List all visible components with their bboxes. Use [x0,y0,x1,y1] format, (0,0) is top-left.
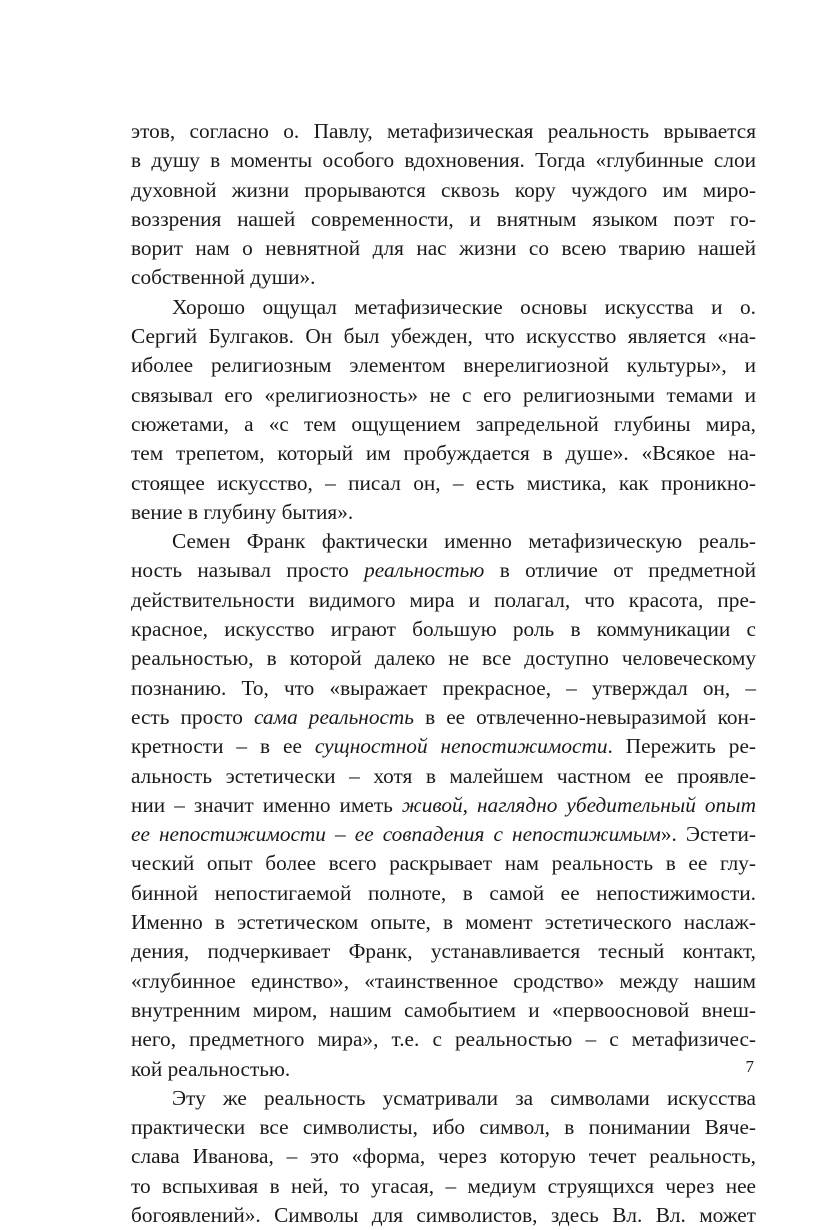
text-line [131,849,756,878]
text-run: тем трепетом, который им пробуждается в душе». «Всякое на- [131,441,756,466]
italic-text: живой, наглядно убедительный опыт [401,792,756,817]
text-line [131,410,756,439]
text-run: воззрения нашей современности, и внятным языком поэт го- [131,206,756,231]
text-line [131,879,756,908]
text-line [131,674,756,703]
text-run: ность называл просто [131,558,365,583]
italic-text: сама реальность [253,704,414,729]
text-line [131,615,756,644]
text-run: Хорошо ощущал метафизические основы искусства и о. [172,294,756,319]
text-run: собственной души». [131,265,316,290]
text-line [131,527,756,556]
text-run: то вспыхивая в ней, то угасая, – медиум струящихся через нее [131,1173,756,1198]
text-line [131,791,756,820]
text-line [131,176,756,205]
text-line [131,469,756,498]
text-line [131,146,756,175]
text-run: Сергий Булгаков. Он был убежден, что искусство является «на- [131,324,756,349]
text-line [131,322,756,351]
text-run: него, предметного мира», т.е. с реальностью – с метафизичес- [131,1027,756,1052]
paragraph [131,527,756,1084]
text-line [131,439,756,468]
text-run: Именно в эстетическом опыте, в момент эстетического наслаж- [131,910,756,935]
text-run: Эту же реальность усматривали за символами искусства [172,1085,756,1110]
text-line [131,1113,756,1142]
text-run: альность эстетически – хотя в малейшем частном ее проявле- [131,763,756,788]
text-run: действительности видимого мира и полагал, что красота, пре- [131,587,756,612]
text-run: богоявлений». Символы для символистов, здесь Вл. Вл. может [131,1202,756,1227]
text-line [131,703,756,732]
text-run: «глубинное единство», «таинственное сродство» между нашим [131,968,756,993]
text-run: в отличие от предметной [484,558,756,583]
text-run: внутренним миром, нашим самобытием и «первоосновой внеш- [131,997,756,1022]
text-line [131,908,756,937]
text-line [131,1142,756,1171]
text-line [131,498,756,527]
text-run: связывал его «религиозность» не с его религиозными темами и [131,382,756,407]
text-line [131,967,756,996]
text-run: дения, подчеркивает Франк, устанавливается тесный контакт, [131,939,756,964]
paragraph [131,293,756,527]
text-line [131,937,756,966]
text-line [131,1172,756,1201]
text-line [131,205,756,234]
text-run: кой реальностью. [131,1056,291,1081]
text-run: кретности – в ее [131,734,315,759]
text-run: в душу в моменты особого вдохновения. Тогда «глубинные слои [131,148,756,173]
text-run: Семен Франк фактически именно метафизическую реаль- [172,529,756,554]
paragraph [131,1084,756,1230]
text-line [131,820,756,849]
text-line [131,762,756,791]
text-line [131,263,756,292]
text-run: вение в глубину бытия». [131,499,354,524]
text-run: слава Иванова, – это «форма, через которую течет реальность, [131,1144,756,1169]
text-line [131,117,756,146]
text-line [131,293,756,322]
text-run: есть просто [131,704,254,729]
italic-text: реальностью [364,558,485,583]
text-line [131,586,756,615]
text-line [131,1025,756,1054]
page-number: 7 [745,1057,754,1076]
text-run: духовной жизни прорываются сквозь кору чуждого им миро- [131,177,756,202]
text-run: реальностью, в которой далеко не все доступно человеческому [131,646,756,671]
text-run: этов, согласно о. Павлу, метафизическая реальность врывается [131,119,756,143]
text-line [131,1055,756,1084]
text-run: ». Эстети- [660,822,757,847]
text-line [131,1084,756,1113]
text-line [131,381,756,410]
text-line [131,996,756,1025]
text-line [131,732,756,761]
text-run: сюжетами, а «с тем ощущением запредельной глубины мира, [131,411,756,436]
paragraph [131,117,756,293]
text-line [131,644,756,673]
text-run: иболее религиозным элементом внерелигиозной культуры», и [131,353,756,378]
italic-text: ее непостижимости – ее совпадения с непостижимым [131,822,661,847]
text-run: стоящее искусство, – писал он, – есть мистика, как проникно- [131,470,756,495]
text-run: ческий опыт более всего раскрывает нам реальность в ее глу- [131,851,756,876]
body-text [131,117,756,1230]
text-run: ворит нам о невнятной для нас жизни со всею тварию нашей [131,236,756,261]
text-run: бинной непостигаемой полноте, в самой ее непостижимости. [131,880,756,905]
text-run: практически все символисты, ибо символ, в понимании Вяче- [131,1115,756,1140]
text-run: нии – значит именно иметь [131,792,402,817]
text-line [131,1201,756,1230]
text-line [131,351,756,380]
text-run: . Пережить ре- [607,734,756,759]
text-run: красное, искусство играют большую роль в коммуникации с [131,617,756,642]
text-line [131,556,756,585]
text-run: в ее отвлеченно-невыразимой кон- [414,704,756,729]
italic-text: сущностной непостижимости [314,734,608,759]
text-run: познанию. То, что «выражает прекрасное, – утверждал он, – [131,675,756,700]
text-line [131,234,756,263]
